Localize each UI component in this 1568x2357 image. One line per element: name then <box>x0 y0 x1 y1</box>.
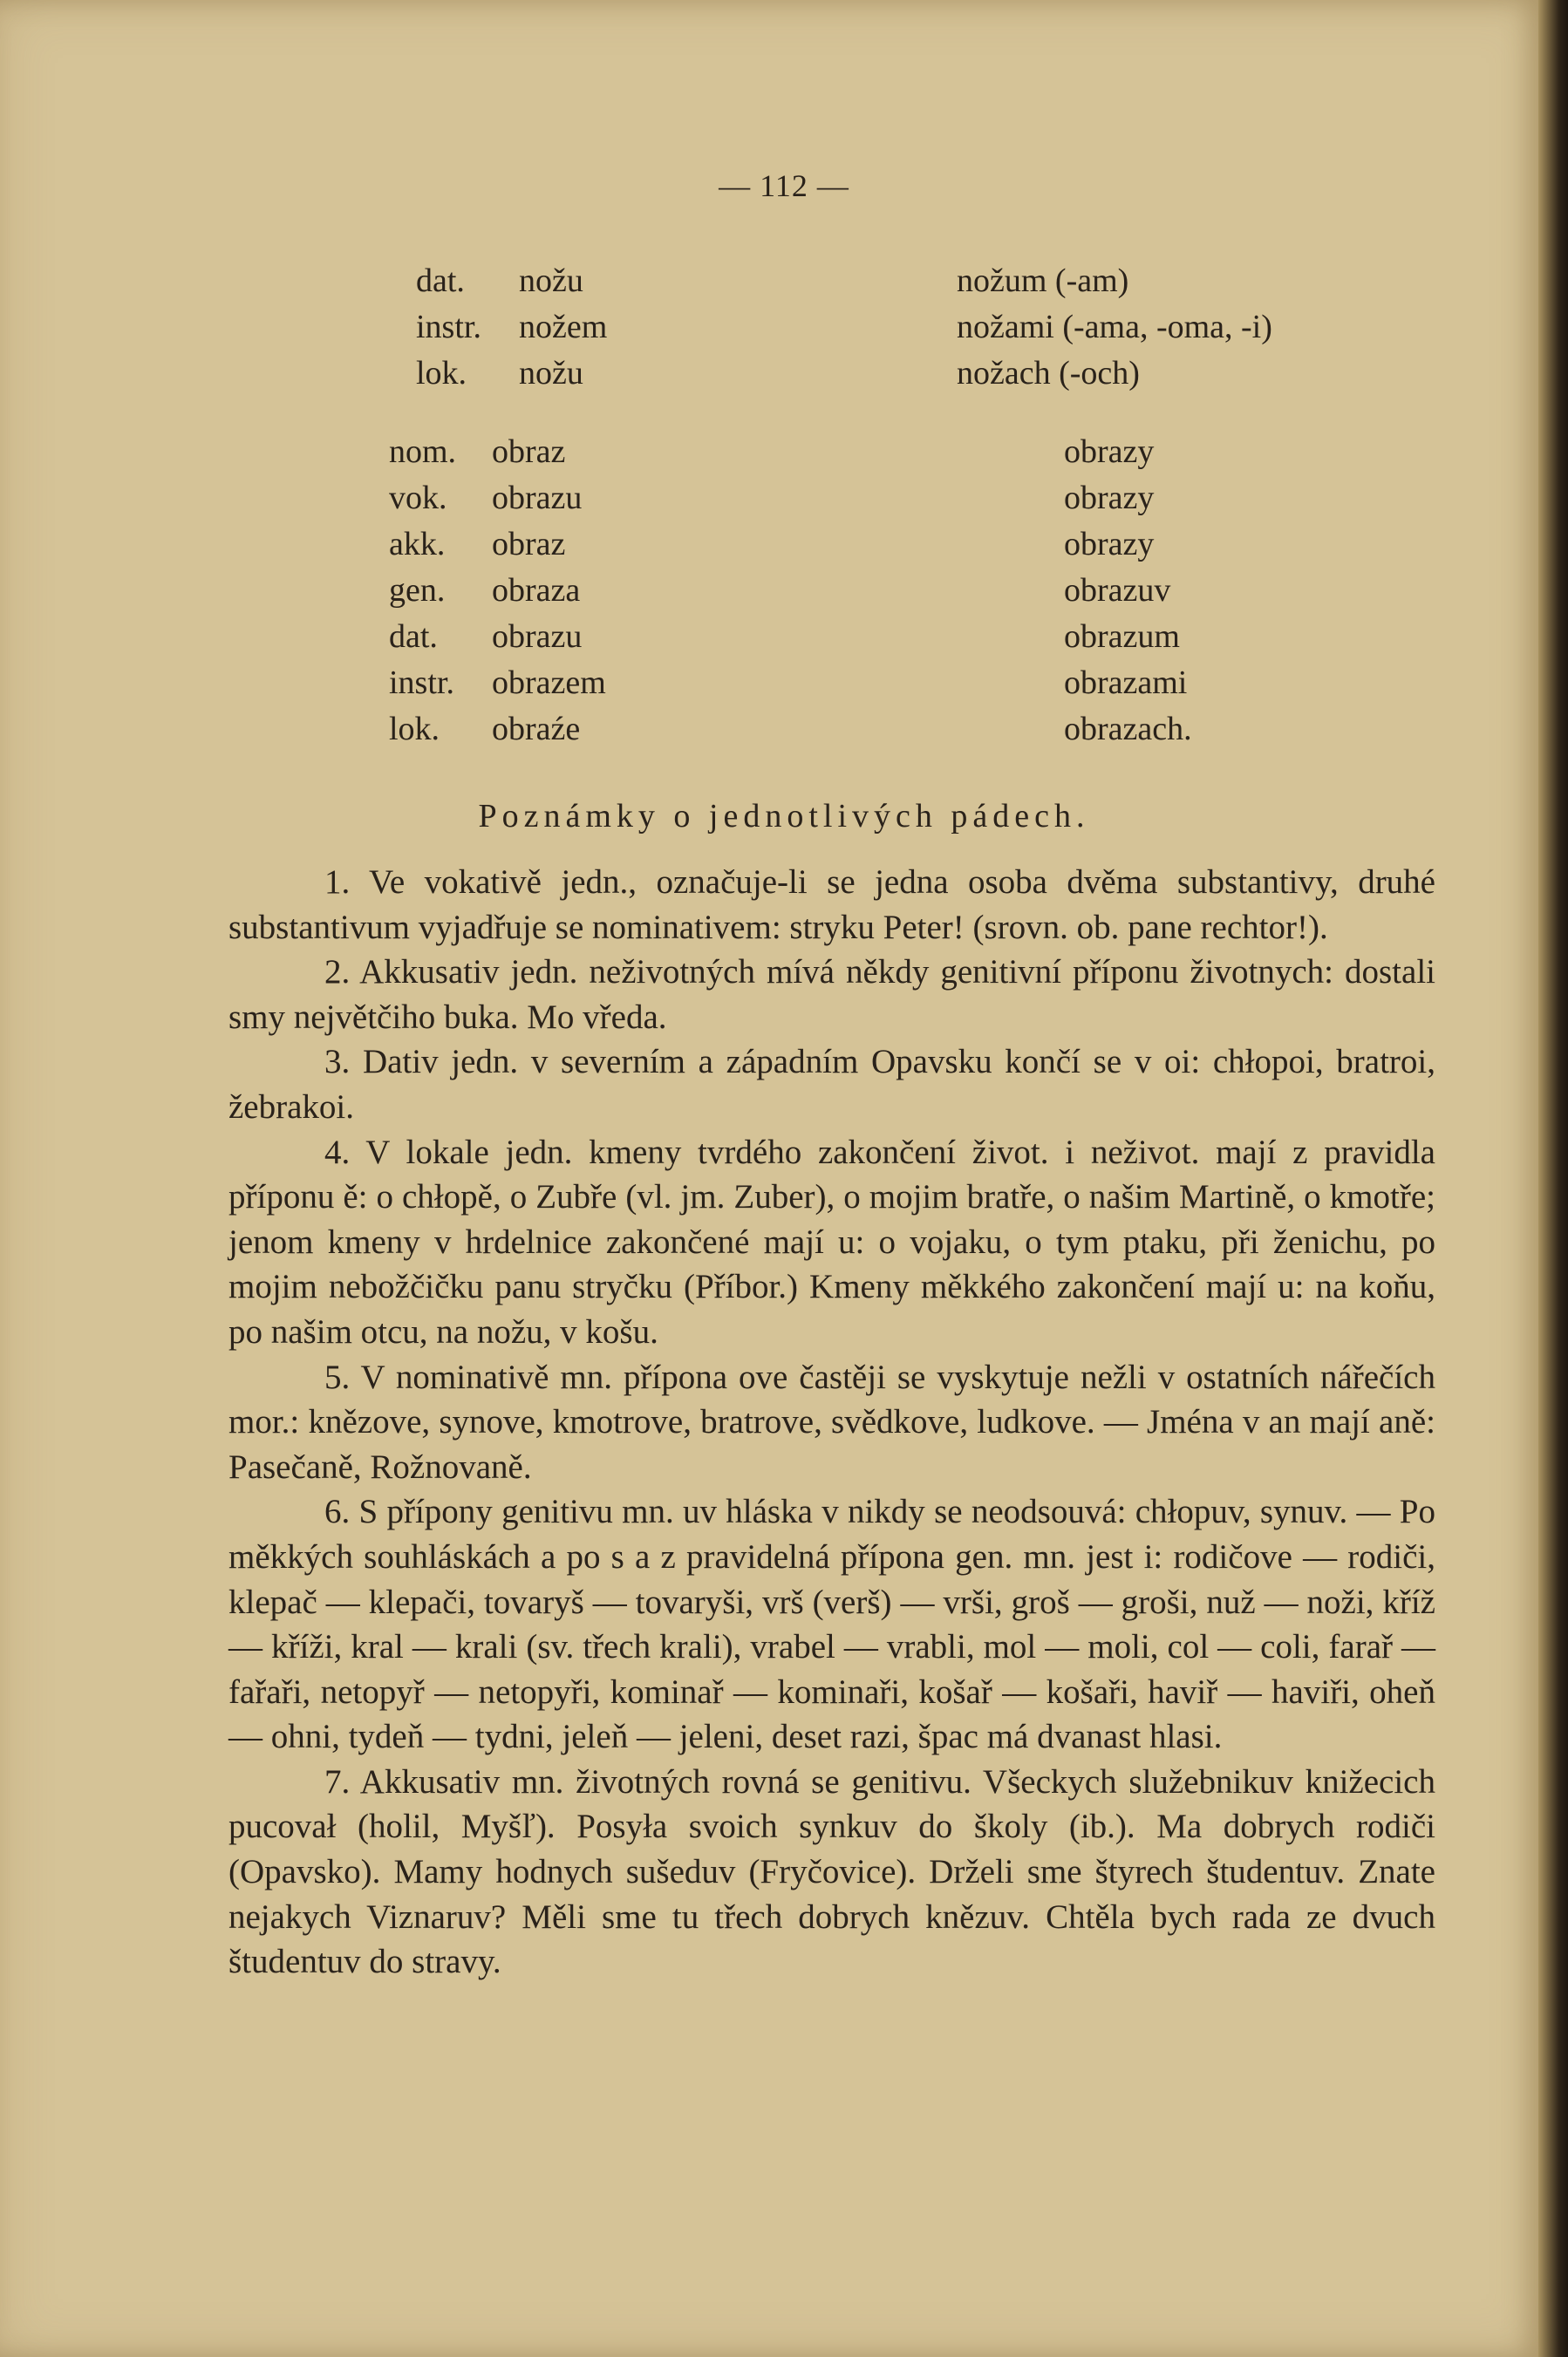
plural-form: obrazuv <box>1064 572 1171 609</box>
section-title: Poznámky o jednotlivých pádech. <box>478 798 1090 834</box>
case-label: gen. <box>389 572 446 609</box>
case-label: akk. <box>389 526 446 562</box>
singular-form: obrazu <box>492 480 583 516</box>
singular-form: obrazem <box>492 664 606 701</box>
page-binding-edge <box>1538 0 1568 2357</box>
plural-form: obrazum <box>1064 618 1180 655</box>
note-paragraph: 2. Akkusativ jedn. neživotných mívá někdy genitivní příponu životnych: dostali smy největčiho buka. Mo vředa. <box>228 953 1435 1036</box>
singular-form: obraza <box>492 572 581 609</box>
plural-form: obrazami <box>1064 664 1188 701</box>
plural-form: obrazach. <box>1064 711 1192 747</box>
case-label: lok. <box>389 711 440 747</box>
case-label: dat. <box>389 618 438 655</box>
note-paragraph: 5. V nominativě mn. přípona ove častěji se vyskytuje nežli v ostatních nářečích mor.: knězove, synove, kmotrove, bratrove, svědkove, ludkove. — Jména v an mají aně: Pasečaně, Rožnovaně. <box>228 1358 1435 1486</box>
plural-form: nožum (-am) <box>957 262 1129 299</box>
case-label: nom. <box>389 433 457 470</box>
singular-form: nožem <box>519 309 608 345</box>
case-label: vok. <box>389 480 447 516</box>
singular-form: obrazu <box>492 618 583 655</box>
singular-form: obraz <box>492 433 566 470</box>
page-number: — 112 — <box>719 168 849 203</box>
plural-form: nožami (-ama, -oma, -i) <box>957 309 1272 345</box>
note-paragraph: 6. S přípony genitivu mn. uv hláska v nikdy se neodsouvá: chłopuv, synuv. — Po měkkých souhláskách a po s a z pravidelná přípona gen. mn. jest i: rodičove — rodiči, klepač — klepači, tovaryš — tovaryši, vrš (verš) — vrši, groš — groši, nuž — noži, kříž — kříži, kral — krali (sv. třech krali), vrabel — vrabli, mol — moli, col — coli, farař — fařaři, netopyř — netopyři, kominař — kominaři, košař — košaři, haviř — haviři, oheň — ohni, tydeň — tydni, jeleň — jeleni, deset razi, špac má dvanast hlasi. <box>228 1493 1435 1756</box>
notes-body <box>228 860 1435 1985</box>
case-label: dat. <box>416 262 465 299</box>
singular-form: nožu <box>519 262 583 299</box>
singular-form: obraźe <box>492 711 581 747</box>
plural-form: obrazy <box>1064 526 1155 562</box>
plural-form: obrazy <box>1064 480 1155 516</box>
plural-form: nožach (-och) <box>957 355 1140 392</box>
singular-form: nožu <box>519 355 583 392</box>
plural-form: obrazy <box>1064 433 1155 470</box>
case-label: lok. <box>416 355 467 392</box>
case-label: instr. <box>389 664 454 701</box>
case-label: instr. <box>416 309 481 345</box>
note-paragraph: 1. Ve vokativě jedn., označuje-li se jedna osoba dvěma substantivy, druhé substantivum vyjadřuje se nominativem: stryku Peter! (srovn. ob. pane rechtor!). <box>228 863 1435 946</box>
note-paragraph: 7. Akkusativ mn. životných rovná se genitivu. Všeckych služebnikuv knižecich pucovał (holil, Myšľ). Posyła svoich synkuv do školy (ib.). Ma dobrych rodiči (Opavsko). Mamy hodnych sušeduv (Fryčovice). Drželi sme štyrech študentuv. Znate nejakych Viznaruv? Měli sme tu třech dobrych knězuv. Chtěla bych rada ze dvuch študentuv do stravy. <box>228 1762 1435 1981</box>
singular-form: obraz <box>492 526 566 562</box>
note-paragraph: 4. V lokale jedn. kmeny tvrdého zakončení život. i neživot. mají z pravidla příponu ě: o chłopě, o Zubře (vl. jm. Zuber), o mojim bratře, o našim Martině, o kmotře; jenom kmeny v hrdelnice zakončené mají u: o vojaku, o tym ptaku, při ženichu, po mojim nebožčičku panu stryčku (Příbor.) Kmeny měkkého zakončení mají u: na koňu, po našim otcu, na nožu, v košu. <box>228 1133 1435 1351</box>
note-paragraph: 3. Dativ jedn. v severním a západním Opavsku končí se v oi: chłopoi, bratroi, žebrakoi. <box>228 1043 1435 1126</box>
